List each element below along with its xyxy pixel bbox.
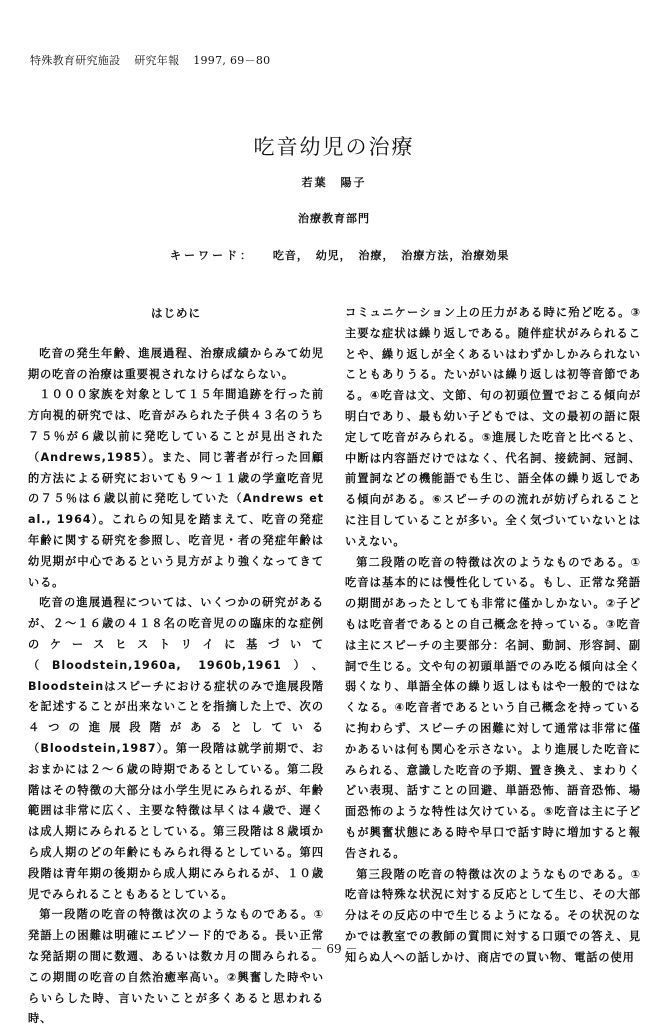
keyword: 幼児， <box>315 249 352 262</box>
body-paragraph: 吃音の進展過程については、いくつかの研究があるが、２～１６歳の４１８名の吃音児のの臨床的な症例のケースヒストリイに基づいて（Bloodstein,1960a, 1960b,1961）、Bloodsteinはスピーチにおける症状のみで進展段階を記述することが出来ないことを指摘した上で、次の４つの進展段階があるとしている（Bloodstein,1987）。第一段階は就学前期で、おおまかには２～６歳の時期であるとしている。第二段階はその特徴の大部分は小学生児にみられるが、年齢範囲は非常に広く、主要な特徴は早くは４歳で、遅くは成人期にみられるとしている。第三段階は８歳頃から成人期のどの年齢にもみられ得るとしている。第四段階は青年期の後期から成人期にみられるが、１０歳児でみられることもあるとしている。 <box>28 596 324 901</box>
keyword: 治療， <box>358 249 395 262</box>
department-name: 治療教育部門 <box>298 212 370 225</box>
keywords-line <box>170 247 511 263</box>
body-paragraph: １０００家族を対象として１５年間追跡を行った前方向視的研究では、吃音がみられた子供４３名のうち７５％が６歳以前に発吃していることが見出された（Andrews,1985）。また、同じ著者が行った回顧的方法による研究においても９～１１歳の学童吃音児の７５％は６歳以前に発吃していた（Andrews et al., 1964）。これらの知見を踏まえて、吃音の発症年齢に関する研究を参照し、吃音児・者の発症年齢は幼児期が中心であるという見方がより強くなってきている。 <box>28 388 324 589</box>
keywords-label: キーワード： <box>170 249 254 262</box>
body-paragraph: 第二段階の吃音の特徴は次のようなものである。①吃音は基本的には慢性化している。もし、正常な発語の期間があったとしても非常に僅かしかない。②子どもは吃音者であるとの自己概念を持っている。③吃音は主にスピーチの主要部分：名詞、動詞、形容詞、副詞で生じる。文や句の初頭単語でのみ吃る傾向は全く弱くなり、単語全体の繰り返しはもはや一般的ではなくなる。④吃音者であるという自己概念を持っているに拘わらず、スピーチの困難に対して通常は非常に僅かあるいは何も関心を示さない。より進展した吃音にみられる、意識した吃音の予期、置き換え、まわりくどい表現、話すことの回避、単語恐怖、語音恐怖、場面恐怖のような特性は欠けている。⑤吃音は主に子どもが興奮状態にある時や早口で話す時に増加すると報告される。 <box>345 555 641 860</box>
body-paragraph: 吃音の発生年齢、進展過程、治療成績からみて幼児期の吃音の治療は重要視されなけらばならない。 <box>28 346 324 381</box>
keyword: 吃音， <box>272 249 309 262</box>
header-publication: 研究年報 <box>134 54 180 67</box>
left-column <box>28 303 324 1030</box>
keyword: 治療方法，治療効果 <box>401 249 510 262</box>
header-citation: 1997, 69－80 <box>193 54 271 67</box>
body-paragraph: 第一段階の吃音の特徴は次のようなものである。①発語上の困難は明確にエピソード的である。長い正常な発話期の間に数週、あるいは数カ月の間みられる。この期間の吃音の自然治癒率高い。②興奮した時やいらいらした時、言いたいことが多くあると思われる時、 <box>28 908 324 1026</box>
header-institution: 特殊教育研究施設 <box>30 54 121 67</box>
page-number: － 69 － <box>310 942 358 956</box>
journal-header <box>30 52 280 68</box>
right-column <box>345 303 641 969</box>
author-name: 若葉 陽子 <box>301 176 367 189</box>
section-heading: はじめに <box>151 306 201 320</box>
body-paragraph: コミュニケーション上の圧力がある時に殆ど吃る。③主要な症状は繰り返しである。随伴症状がみられることや、繰り返しが全くあるいはわずかしかみられないこともありうる。たいがいは繰り返しは初等音節である。④吃音は文、文節、句の初頭位置でおこる傾向が明白であり、最も幼い子どもでは、文の最初の語に限定して吃音がみられる。⑤進展した吃音と比べると、中断は内容語だけではなく、代名詞、接続詞、冠詞、前置詞などの機能語でも生じ、語全体の繰り返しである傾向がある。⑥スピーチのの流れが妨げられることに注目していることが多い。全く気づいていないとはいえない。 <box>345 306 641 548</box>
body-paragraph: 第三段階の吃音の特徴は次のようなものである。①吃音は特殊な状況に対する反応として生じ、その大部分はその反応の中で生じるようになる。その状況のなかでは教室での教師の質問に対する口頭での答え、見知らぬ人への話しかけ、商店での買い物、電話の使用 <box>345 867 641 964</box>
paper-title: 吃音幼児の治療 <box>253 135 415 160</box>
